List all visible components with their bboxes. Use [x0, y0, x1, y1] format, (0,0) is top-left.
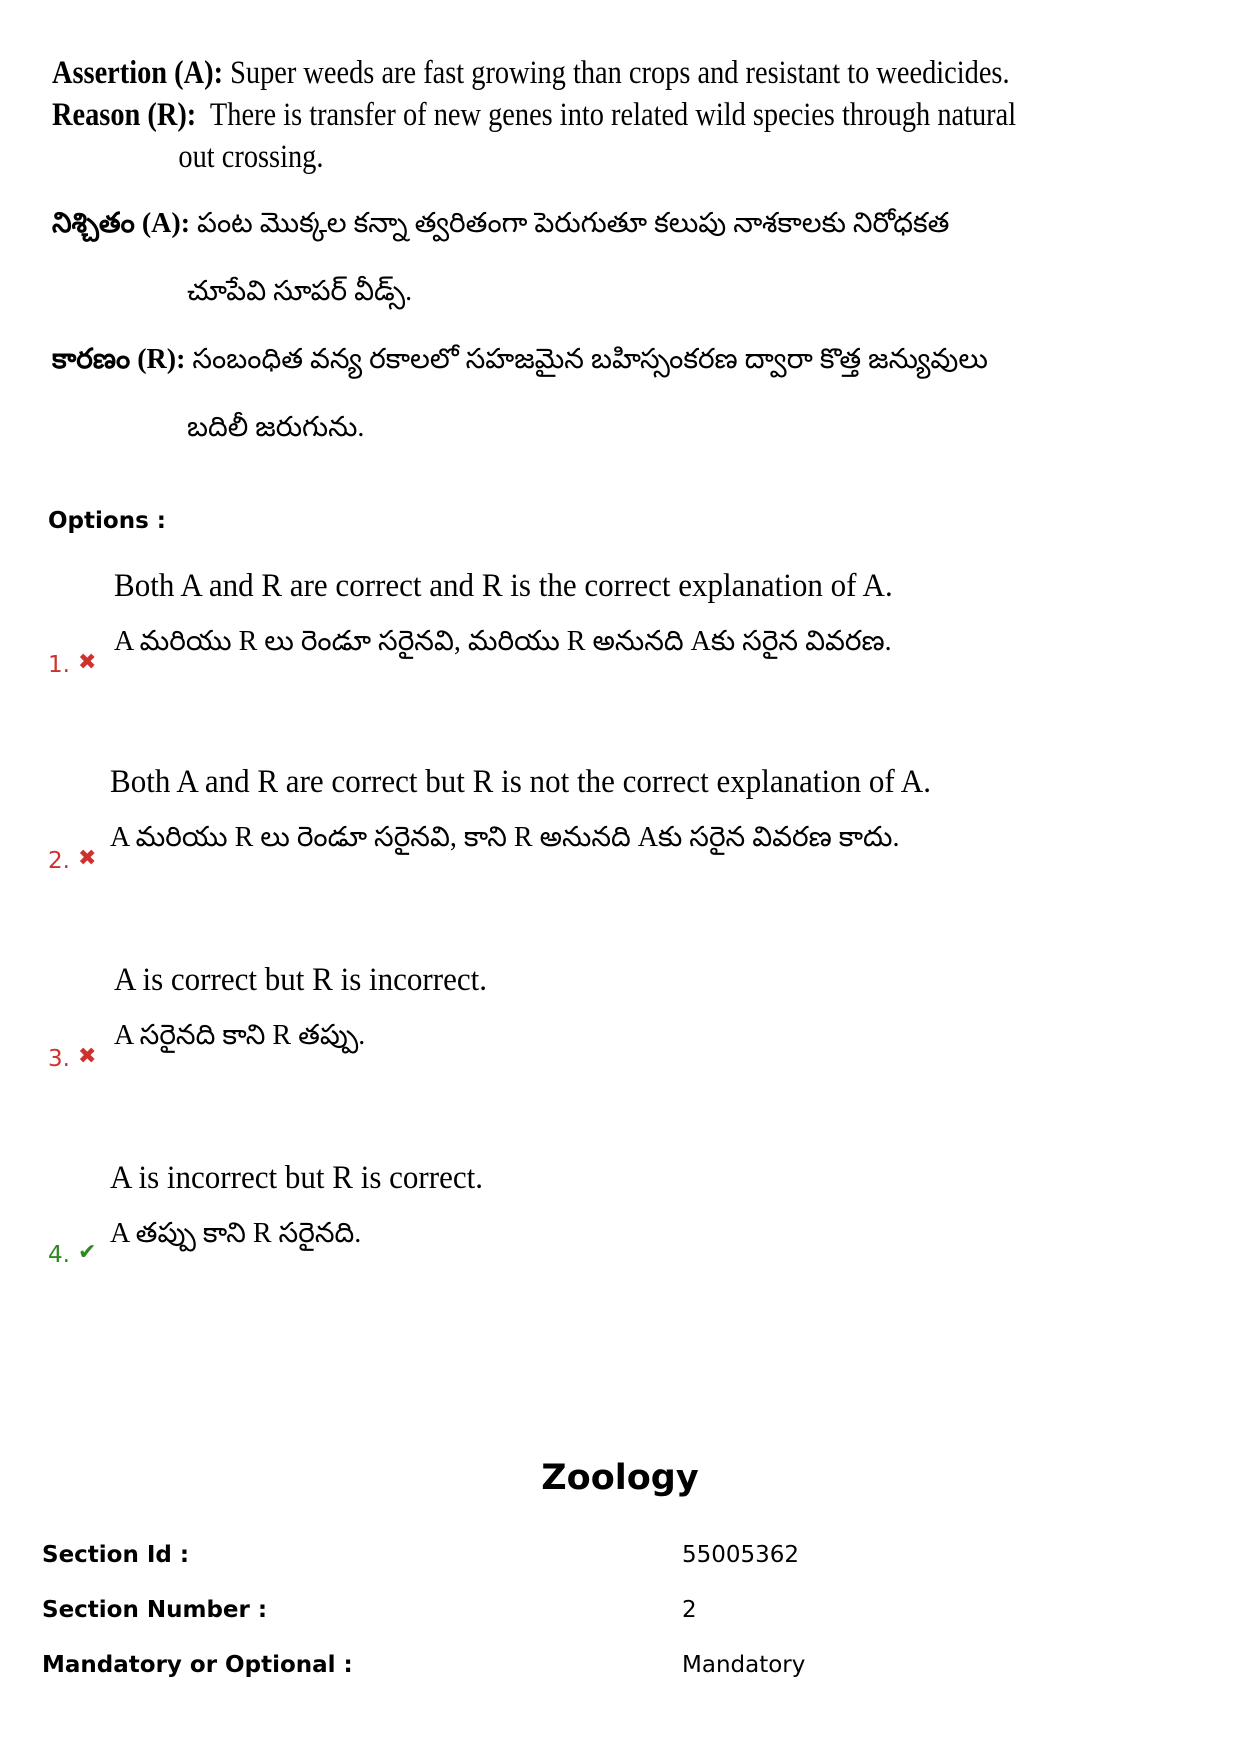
reason-text-continued: out crossing.	[178, 139, 324, 175]
option-3-number: 3.	[48, 1046, 70, 1072]
option-2-en: Both A and R are correct but R is not the correct explanation of A.	[110, 764, 931, 800]
options-label: Options :	[48, 508, 166, 534]
option-2-number: 2.	[48, 848, 70, 874]
option-3-en: A is correct but R is incorrect.	[114, 962, 488, 998]
option-4[interactable]	[48, 1160, 1048, 1310]
te-reason-text: సంబంధిత వన్య రకాలలో సహజమైన బహిస్సంకరణ ద్వారా కొత్త జన్యువులు	[192, 344, 988, 375]
mandatory-value: Mandatory	[682, 1652, 806, 1678]
te-reason-label: కారణం (R):	[52, 344, 186, 375]
check-icon: ✔	[78, 1240, 97, 1265]
te-reason-text-continued: బదిలీ జరుగును.	[187, 412, 365, 443]
option-1-te: A మరియు R లు రెండూ సరైనవి, మరియు R అనునది Aకు సరైన వివరణ.	[114, 626, 892, 657]
option-1-number: 1.	[48, 652, 70, 678]
te-assertion-text-continued: చూపేవి సూపర్ వీడ్స్.	[187, 276, 413, 307]
assertion-label: Assertion (A):	[52, 55, 224, 91]
option-4-en: A is incorrect but R is correct.	[110, 1160, 484, 1196]
mandatory-label: Mandatory or Optional :	[42, 1652, 353, 1678]
section-title: Zoology	[541, 1458, 699, 1498]
option-3-te: A సరైనది కాని R తప్పు.	[114, 1020, 366, 1051]
assertion-line	[52, 52, 1010, 94]
option-2-te: A మరియు R లు రెండూ సరైనవి, కాని R అనునది Aకు సరైన వివరణ కాదు.	[110, 822, 900, 853]
section-number-value: 2	[682, 1597, 697, 1623]
te-assertion-text: పంట మొక్కల కన్నా త్వరితంగా పెరుగుతూ కలుపు నాశకాలకు నిరోధకత	[197, 208, 950, 239]
section-id-label: Section Id :	[42, 1542, 190, 1568]
te-assertion-label: నిశ్చితం (A):	[52, 208, 191, 239]
reason-text: There is transfer of new genes into related wild species through natural	[209, 97, 1017, 133]
reason-label: Reason (R):	[52, 97, 197, 133]
wrong-icon: ✖	[78, 1044, 97, 1069]
te-assertion-line	[52, 204, 1052, 244]
wrong-icon: ✖	[78, 650, 97, 675]
option-4-te: A తప్పు కాని R సరైనది.	[110, 1218, 362, 1249]
question-image	[52, 52, 1052, 448]
reason-line	[52, 94, 1017, 136]
wrong-icon: ✖	[78, 846, 97, 871]
assertion-text: Super weeds are fast growing than crops and resistant to weedicides.	[230, 55, 1010, 91]
option-4-number: 4.	[48, 1242, 70, 1268]
option-3[interactable]	[48, 962, 1048, 1112]
option-1[interactable]	[48, 568, 1048, 718]
te-reason-line	[52, 340, 1052, 380]
option-2[interactable]	[48, 764, 1048, 914]
option-1-en: Both A and R are correct and R is the correct explanation of A.	[114, 568, 893, 604]
section-id-value: 55005362	[682, 1542, 800, 1568]
section-number-label: Section Number :	[42, 1597, 268, 1623]
